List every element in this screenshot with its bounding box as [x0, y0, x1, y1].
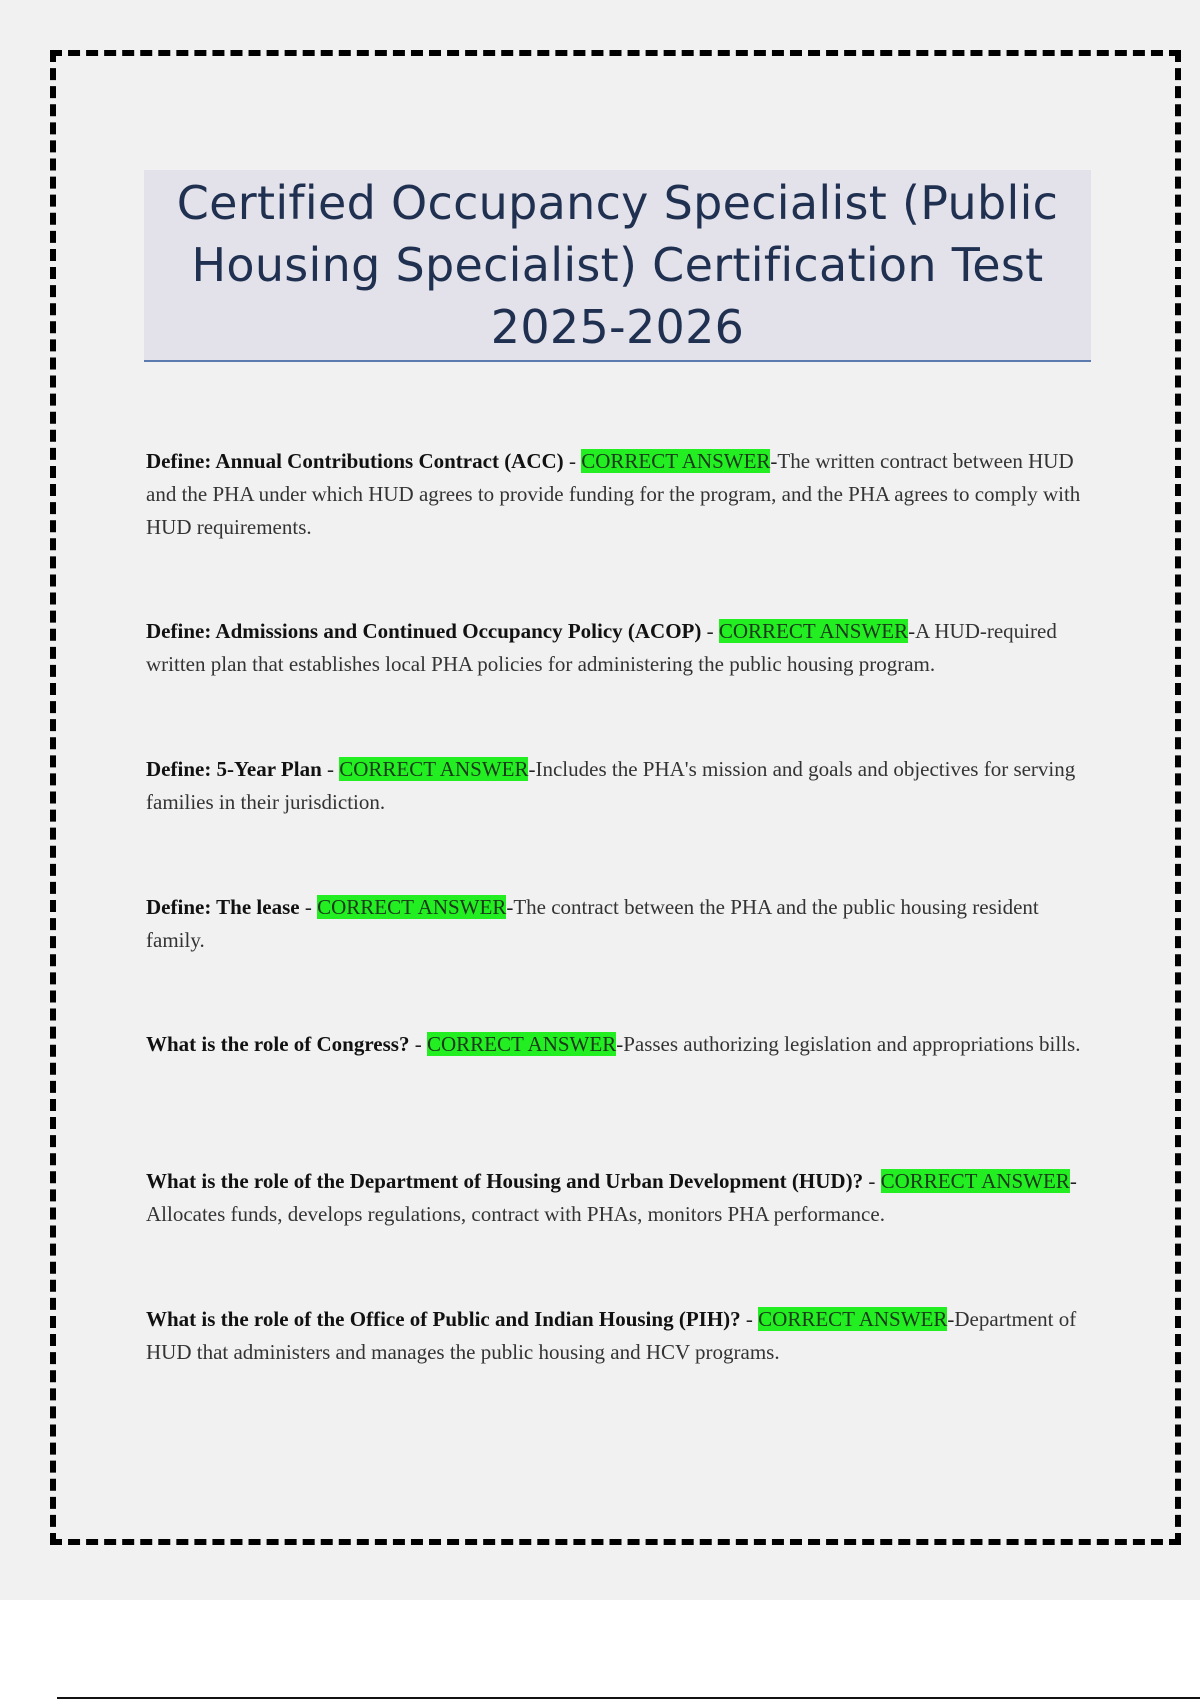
correct-answer-label: CORRECT ANSWER: [317, 895, 507, 919]
qa-item: What is the role of Congress? - CORRECT ANSWER-Passes authorizing legislation and appropriations bills.: [146, 1032, 1081, 1056]
question-text: Define: Annual Contributions Contract (ACC): [146, 449, 564, 473]
correct-answer-label: CORRECT ANSWER: [426, 1032, 617, 1056]
answer-text: The contract between the PHA and the public housing resident family.: [146, 895, 1039, 952]
answer-text: Passes authorizing legislation and appropriations bills.: [623, 1032, 1081, 1056]
qa-item: What is the role of the Department of Housing and Urban Development (HUD)? - CORRECT ANSWER-Allocates funds, develops regulations, contract with PHAs, monitors PHA performance.: [146, 1169, 1077, 1226]
qa-item: Define: The lease - CORRECT ANSWER-The contract between the PHA and the public housing resident family.: [146, 895, 1039, 952]
qa-item: Define: Admissions and Continued Occupancy Policy (ACOP) - CORRECT ANSWER-A HUD-required written plan that establishes local PHA policies for administering the public housing program.: [146, 619, 1057, 676]
correct-answer-label: CORRECT ANSWER: [758, 1307, 948, 1331]
answer-text: Includes the PHA's mission and goals and objectives for serving families in their jurisdiction.: [146, 757, 1076, 814]
correct-answer-label: CORRECT ANSWER: [718, 619, 909, 643]
qa-item: Define: 5-Year Plan - CORRECT ANSWER-Includes the PHA's mission and goals and objectives for serving families in their jurisdiction.: [146, 757, 1076, 814]
title-banner: [144, 170, 1091, 362]
document-title: Certified Occupancy Specialist (Public Housing Specialist) Certification Test 2025-2026: [176, 176, 1059, 354]
bottom-rule: [57, 1697, 1200, 1699]
question-text: What is the role of the Office of Public and Indian Housing (PIH)?: [146, 1307, 741, 1331]
correct-answer-label: CORRECT ANSWER: [339, 757, 529, 781]
answer-text: Allocates funds, develops regulations, contract with PHAs, monitors PHA performance.: [146, 1202, 885, 1226]
qa-item: Define: Annual Contributions Contract (ACC) - CORRECT ANSWER-The written contract between HUD and the PHA under which HUD agrees to provide funding for the program, and the PHA agrees to comply with HUD requirements.: [146, 449, 1081, 539]
question-text: What is the role of Congress?: [146, 1032, 410, 1056]
question-text: Define: 5-Year Plan: [146, 757, 322, 781]
question-text: What is the role of the Department of Housing and Urban Development (HUD)?: [146, 1169, 864, 1193]
correct-answer-label: CORRECT ANSWER: [880, 1169, 1070, 1193]
question-text: Define: Admissions and Continued Occupancy Policy (ACOP): [146, 619, 702, 643]
correct-answer-label: CORRECT ANSWER: [581, 449, 771, 473]
answer-text: The written contract between HUD and the PHA under which HUD agrees to provide funding for the program, and the PHA agrees to comply with HUD requirements.: [146, 449, 1081, 539]
qa-item: What is the role of the Office of Public and Indian Housing (PIH)? - CORRECT ANSWER-Department of HUD that administers and manages the public housing and HCV programs.: [146, 1307, 1077, 1364]
answer-text: Department of HUD that administers and manages the public housing and HCV programs.: [146, 1307, 1077, 1364]
answer-text: A HUD-required written plan that establishes local PHA policies for administering the public housing program.: [146, 619, 1057, 676]
question-text: Define: The lease: [146, 895, 300, 919]
